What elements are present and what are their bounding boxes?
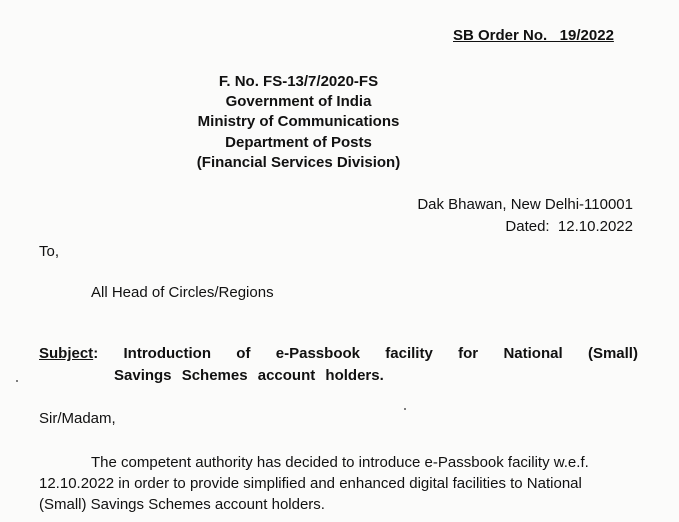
issuing-address: Dak Bhawan, New Delhi-110001 [417,196,633,213]
subject-word: Introduction [123,345,211,362]
issue-date: Dated: 12.10.2022 [505,218,633,235]
recipient: All Head of Circles/Regions [91,284,274,301]
salutation: Sir/Madam, [39,410,116,427]
file-number: F. No. FS-13/7/2020-FS [218,73,379,90]
sb-order-number: SB Order No. 19/2022 [453,27,614,44]
to-label: To, [39,243,60,260]
subject-continuation: Savings Schemes account holders. [114,367,384,384]
ministry-name: Ministry of Communications [197,113,400,130]
scan-speck [404,408,406,410]
scan-speck [16,380,18,382]
subject-word: e-Passbook [275,345,360,362]
subject-line [39,345,638,362]
subject-word: of [236,345,251,362]
body-line: (Small) Savings Schemes account holders. [39,496,325,513]
subject-label: Subject [39,345,94,362]
subject-word: (Small) [587,345,638,362]
subject-word: National [503,345,563,362]
division-name: (Financial Services Division) [196,154,401,171]
subject-word: facility [385,345,433,362]
body-line: 12.10.2022 in order to provide simplified and enhanced digital facilities to National [39,475,582,492]
department-name: Department of Posts [225,134,372,151]
government-name: Government of India [225,93,372,110]
subject-word: for [458,345,479,362]
subject-colon: : [93,345,99,362]
body-line: The competent authority has decided to introduce e-Passbook facility w.e.f. [91,454,589,471]
subject-label-group [39,345,98,362]
